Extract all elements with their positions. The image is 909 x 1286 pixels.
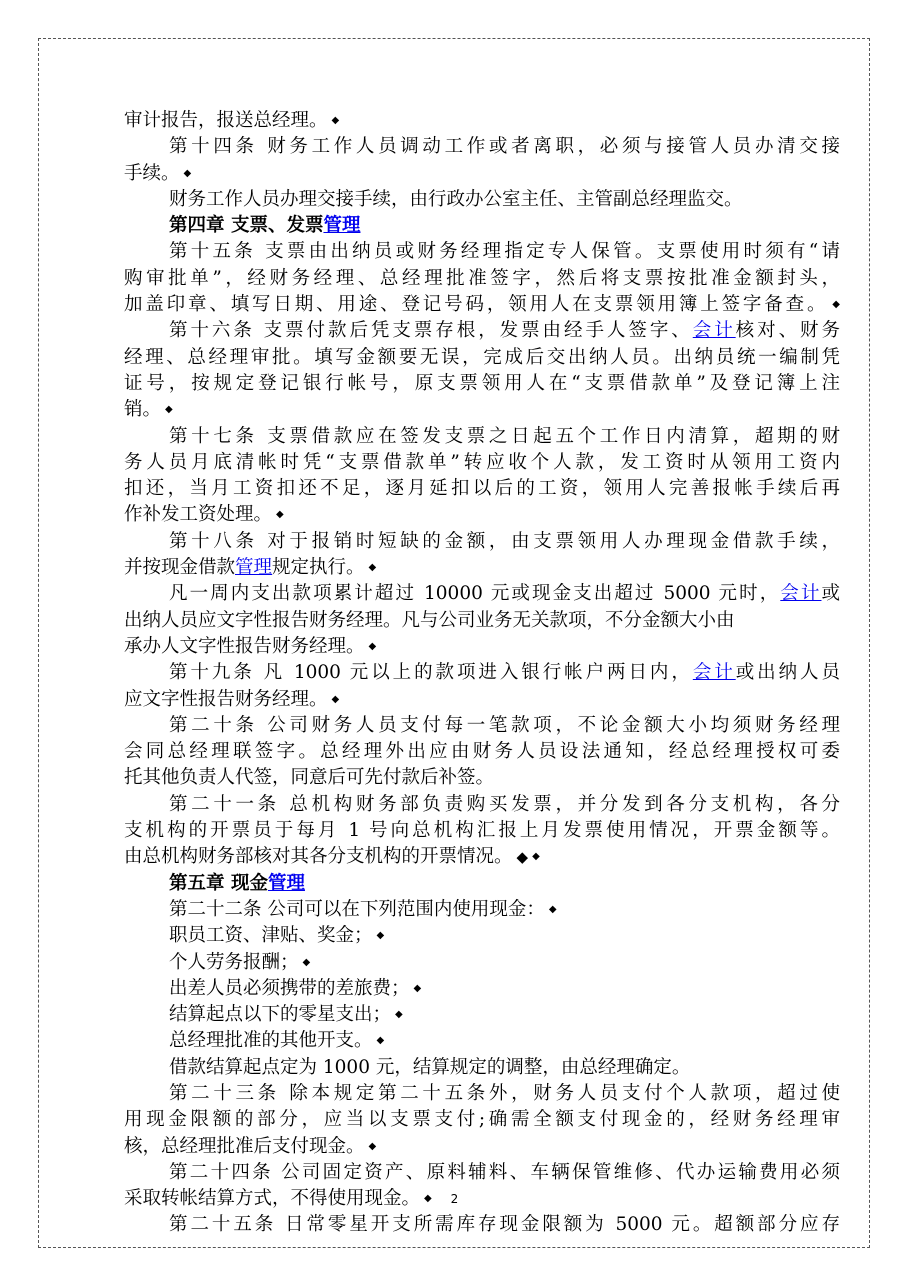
- text-run: 总经理批准的其他开支。: [169, 1030, 373, 1052]
- hyperlink[interactable]: 管理: [235, 557, 273, 579]
- text-run: 支机构的开票员于每月 1 号向总机构汇报上月发票使用情况，开票金额等。: [124, 820, 840, 842]
- paragraph-marker-icon: ◆: [532, 851, 540, 863]
- paragraph-marker-icon: ◆: [413, 982, 422, 994]
- paragraph-marker-icon: ◆: [276, 509, 284, 521]
- text-line: [124, 660, 840, 686]
- text-run: 手续。: [124, 162, 180, 184]
- text-line: [124, 1160, 840, 1186]
- text-run: 凡一周内支出款项累计超过 10000 元或现金支出超过 5000 元时，: [169, 583, 781, 605]
- text-run: 扣还，当月工资扣还不足，逐月延扣以后的工资，领用人完善报帐手续后再: [124, 478, 840, 500]
- text-run: 经理、总经理审批。填写金额要无误，完成后交出纳人员。出纳员统一编制凭: [124, 346, 840, 368]
- text-run: 出差人员必须携带的差旅费；: [169, 977, 410, 999]
- text-line: [124, 397, 840, 423]
- hyperlink[interactable]: 会计: [692, 662, 736, 684]
- hyperlink[interactable]: 会计: [780, 583, 822, 605]
- paragraph-marker-icon: ◆: [183, 167, 192, 179]
- hyperlink[interactable]: 管理: [267, 872, 305, 894]
- text-line: [124, 897, 840, 923]
- text-run: 由总机构财务部核对其各分支机构的开票情况。: [124, 846, 513, 868]
- paragraph-marker-icon: ◆: [302, 956, 311, 968]
- text-line: [124, 923, 840, 949]
- text-line: [124, 239, 840, 265]
- text-line: [124, 318, 840, 344]
- text-line: [124, 634, 840, 660]
- text-line: [124, 581, 840, 607]
- text-run: 借款结算起点定为 1000 元，结算规定的调整，由总经理确定。: [169, 1056, 691, 1078]
- text-line: [124, 161, 840, 187]
- text-line: [124, 292, 840, 318]
- text-run: 规定执行。: [272, 557, 365, 579]
- page-number: 2: [450, 1192, 459, 1206]
- text-run: 第十八条 对于报销时短缺的金额，由支票领用人办理现金借款手续，: [169, 530, 840, 552]
- text-run: 第十四条 财务工作人员调动工作或者离职，必须与接管人员办清交接: [169, 136, 840, 158]
- paragraph-marker-icon: ◆: [832, 299, 840, 311]
- paragraph-marker-icon: ◆: [424, 1193, 432, 1205]
- text-line: [124, 792, 840, 818]
- text-line: [124, 1081, 840, 1107]
- text-run: 第十五条 支票由出纳员或财务经理指定专人保管。支票使用时须有“请: [169, 241, 840, 263]
- text-run: 作补发工资处理。: [124, 504, 273, 526]
- text-run: 第四章 支票、发票: [169, 215, 324, 237]
- text-run: 第二十二条 公司可以在下列范围内使用现金：: [169, 899, 545, 921]
- text-run: 第十七条 支票借款应在签发支票之日起五个工作日内清算，超期的财: [169, 425, 840, 447]
- text-line: [124, 608, 840, 634]
- text-line: [124, 713, 840, 739]
- text-run: 财务工作人员办理交接手续，由行政办公室主任、主管副总经理监交。: [169, 188, 743, 210]
- paragraph-marker-icon: ◆: [368, 562, 377, 574]
- text-run: 应文字性报告财务经理。: [124, 688, 328, 710]
- text-run: 第十九条 凡 1000 元以上的款项进入银行帐户两日内，: [169, 662, 693, 684]
- paragraph-marker-icon: ◆: [331, 693, 340, 705]
- hyperlink[interactable]: 会计: [692, 320, 736, 342]
- text-line: [124, 424, 840, 450]
- hyperlink[interactable]: 管理: [323, 215, 361, 237]
- text-run: 证号，按规定登记银行帐号，原支票领用人在“支票借款单”及登记簿上注: [124, 372, 840, 394]
- text-run: 结算起点以下的零星支出；: [169, 1004, 392, 1026]
- text-line: [124, 950, 840, 976]
- text-run: 出纳人员应文字性报告财务经理。凡与公司业务无关款项，不分金额大小由: [124, 609, 735, 631]
- text-line: [124, 187, 840, 213]
- text-run: 加盖印章、填写日期、用途、登记号码，领用人在支票领用簿上签字备查。: [124, 294, 829, 316]
- text-line: [124, 555, 840, 581]
- diamond-marker-icon: ◆: [516, 848, 529, 867]
- text-line: [124, 739, 840, 765]
- text-line: [124, 345, 840, 371]
- text-run: 职员工资、津贴、奖金；: [169, 925, 373, 947]
- document-body: [124, 108, 840, 1239]
- text-run: 第二十一条 总机构财务部负责购买发票，并分发到各分支机构，各分: [169, 793, 840, 815]
- text-run: 第二十条 公司财务人员支付每一笔款项，不论金额大小均须财务经理: [169, 714, 840, 736]
- paragraph-marker-icon: ◆: [548, 903, 557, 915]
- text-run: 核对、财务: [735, 320, 840, 342]
- text-run: 务人员月底清帐时凭“支票借款单”转应收个人款，发工资时从领用工资内: [124, 451, 840, 473]
- text-line: [124, 529, 840, 555]
- text-run: 或: [821, 583, 840, 605]
- text-run: 第二十五条 日常零星开支所需库存现金限额为 5000 元。超额部分应存: [169, 1214, 840, 1236]
- text-run: 采取转帐结算方式，不得使用现金。: [124, 1188, 421, 1210]
- text-run: 或出纳人员: [735, 662, 840, 684]
- paragraph-marker-icon: ◆: [331, 115, 340, 126]
- text-line: [124, 976, 840, 1002]
- paragraph-marker-icon: ◆: [376, 1035, 385, 1047]
- text-run: 第五章 现金: [169, 872, 268, 894]
- text-line: [124, 818, 840, 844]
- text-run: 审计报告，报送总经理。: [124, 110, 328, 132]
- paragraph-marker-icon: ◆: [368, 1140, 377, 1152]
- text-line: [124, 476, 840, 502]
- chapter-heading: [124, 871, 840, 897]
- text-run: 用现金限额的部分，应当以支票支付;确需全额支付现金的，经财务经理审: [124, 1109, 840, 1131]
- text-line: [124, 134, 840, 160]
- text-run: 购审批单”，经财务经理、总经理批准签字，然后将支票按批准金额封头，: [124, 267, 840, 289]
- paragraph-marker-icon: ◆: [395, 1009, 403, 1021]
- text-line: [124, 450, 840, 476]
- text-line: [124, 1107, 840, 1133]
- paragraph-marker-icon: ◆: [368, 640, 377, 652]
- text-line: [124, 1212, 840, 1238]
- text-line: [124, 371, 840, 397]
- text-line: [124, 502, 840, 528]
- paragraph-marker-icon: ◆: [165, 404, 173, 416]
- text-run: 承办人文字性报告财务经理。: [124, 636, 365, 658]
- text-line: [124, 1055, 840, 1081]
- text-run: 托其他负责人代签，同意后可先付款后补签。: [124, 767, 495, 789]
- text-run: 第二十三条 除本规定第二十五条外，财务人员支付个人款项，超过使: [169, 1082, 840, 1104]
- text-line: [124, 1134, 840, 1160]
- text-line: [124, 1028, 840, 1054]
- text-line: [124, 108, 840, 134]
- text-line: [124, 266, 840, 292]
- text-run: 销。: [124, 399, 162, 421]
- text-run: 会同总经理联签字。总经理外出应由财务人员设法通知，经总经理授权可委: [124, 741, 840, 763]
- text-run: 个人劳务报酬；: [169, 951, 299, 973]
- text-run: 第十六条 支票付款后凭支票存根，发票由经手人签字、: [169, 320, 693, 342]
- text-line: [124, 765, 840, 791]
- text-run: 第二十四条 公司固定资产、原料辅料、车辆保管维修、代办运输费用必须: [169, 1161, 840, 1183]
- text-line: [124, 1002, 840, 1028]
- paragraph-marker-icon: ◆: [376, 930, 385, 942]
- text-line: [124, 844, 840, 870]
- text-run: 核，总经理批准后支付现金。: [124, 1135, 365, 1157]
- chapter-heading: [124, 213, 840, 239]
- text-line: [124, 687, 840, 713]
- text-run: 并按现金借款: [124, 557, 236, 579]
